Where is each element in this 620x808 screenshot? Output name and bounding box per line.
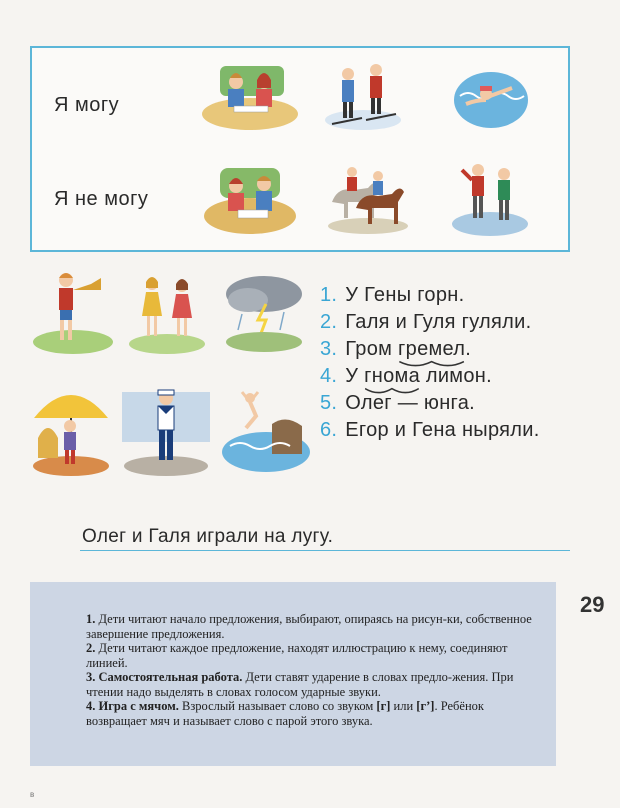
instructions-text <box>86 612 546 728</box>
row-label-can: Я могу <box>54 94 120 116</box>
illustration-boy-horn <box>30 266 116 356</box>
sentence-text: У Гены горн. <box>345 284 465 306</box>
arc-word-text: гнома <box>364 365 420 387</box>
illustration-children-reading <box>202 156 298 238</box>
exercise-frame <box>30 46 570 252</box>
sentence-number: 3. <box>320 338 338 360</box>
sentence-1 <box>320 282 540 309</box>
illustration-children-drawing <box>200 58 300 132</box>
instruction-4: 4. Игра с мячом. Взрослый называет слово со звуком [г] или [г’]. Ребёнок возвращает мяч и называет слово с парой этого звука. <box>86 699 484 728</box>
arc-word-text: гремел <box>398 338 466 360</box>
sentence-text-end: лимон. <box>420 365 492 387</box>
sentence-number: 5. <box>320 392 338 414</box>
illustration-children-skiing <box>322 58 404 134</box>
illustration-boy-diving <box>220 380 312 474</box>
instruction-3: 3. Самостоятельная работа. Дети ставят ударение в словах предло-жения. При чтении надо выделять в словах голосом ударные звуки. <box>86 670 514 699</box>
sentence-text: Олег — юнга. <box>345 392 475 414</box>
sentence-number: 6. <box>320 419 338 441</box>
sentence-number: 4. <box>320 365 338 387</box>
sentence-text: Галя и Гуля гуляли. <box>345 311 532 333</box>
sentence-2 <box>320 309 540 336</box>
writing-line <box>80 526 570 551</box>
illustration-child-swimming <box>452 60 530 132</box>
syllable-arc-word <box>398 336 465 363</box>
page-number: 29 <box>580 592 605 617</box>
illustration-children-skating <box>448 154 532 238</box>
illustration-sailor-boy <box>120 382 212 478</box>
illustration-child-umbrella <box>30 378 112 478</box>
syllable-arc-word <box>364 363 420 390</box>
sentence-text: У <box>345 365 365 387</box>
sentence-3 <box>320 336 540 363</box>
sentence-text: Егор и Гена ныряли. <box>345 419 540 441</box>
sentence-list <box>320 282 540 444</box>
sentence-number: 2. <box>320 311 338 333</box>
illustration-girls-walking <box>126 266 208 356</box>
row-label-cannot: Я не могу <box>54 188 149 210</box>
sentence-text: Гром <box>345 338 399 360</box>
sentence-number: 1. <box>320 284 338 306</box>
syllable-arc-icon <box>364 387 420 395</box>
sentence-6 <box>320 417 540 444</box>
instruction-1: 1. Дети читают начало предложения, выбирают, опираясь на рисун-ки, собственное завершение предложения. <box>86 612 532 641</box>
illustration-thunderstorm <box>222 270 306 354</box>
sentence-5 <box>320 390 540 417</box>
instructions-panel <box>30 582 556 766</box>
writing-line-text: Олег и Галя играли на лугу. <box>82 526 334 547</box>
corner-mark: в <box>30 790 35 799</box>
illustration-children-horses <box>322 152 414 238</box>
sentence-text-end: . <box>465 338 472 360</box>
instruction-2: 2. Дети читают каждое предложение, находят иллюстрацию к нему, соединяют линией. <box>86 641 508 670</box>
